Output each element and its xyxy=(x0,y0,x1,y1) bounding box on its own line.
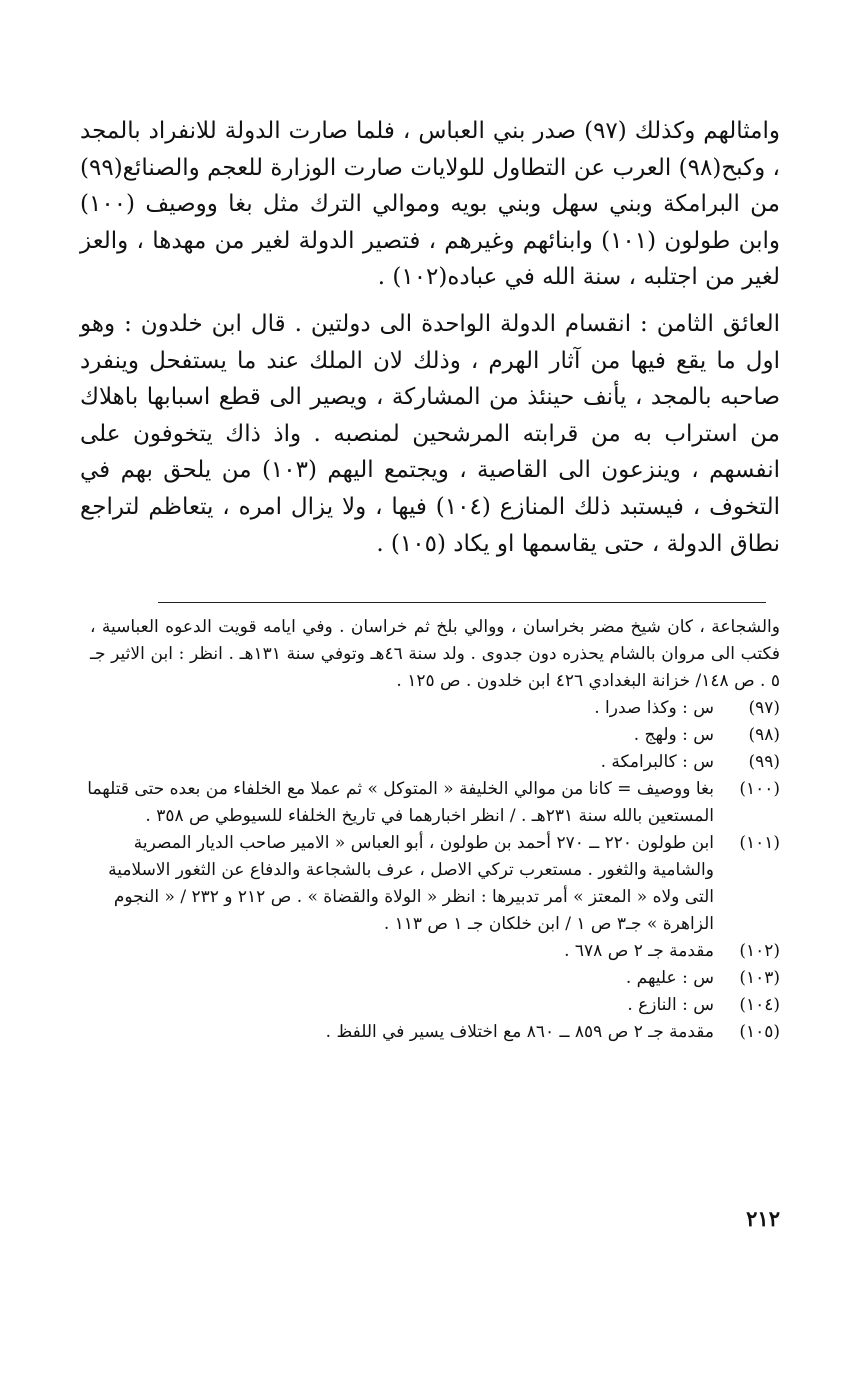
footnote-number: (١٠٤) xyxy=(739,995,780,1015)
footnote-text: س : عليهم . xyxy=(625,968,714,988)
footnote-text: ابن طولون ٢٢٠ ــ ٢٧٠ أحمد بن طولون ، أبو العباس « الامير صاحب الديار المصرية والشامية والثغور . مستعرب تركي الاصل ، عرف بالشجاعة والدفاع عن الثغور الاسلامية التى ولاه « المعتز » أمر تدبيرها : انظر « الولاة والقضاة » . ص ٢١٢ و ٢٣٢ / « النجوم الزاهرة » جـ٣ ص ١ / ابن خلكان جـ ١ ص ١١٣ . xyxy=(108,833,714,934)
page-number: ٢١٢ xyxy=(746,1206,780,1231)
footnote-divider xyxy=(158,602,766,603)
footnote-101 xyxy=(80,830,780,938)
main-text xyxy=(80,113,780,562)
footnote-carryover: والشجاعة ، كان شيخ مضر بخراسان ، ووالي بلخ ثم خراسان . وفي ايامه قويت الدعوه العباسية ، فكتب الى مروان بالشام يحذره دون جدوى . ولد سنة ٤٦هـ وتوفي سنة ١٣١هـ . انظر : ابن الاثير جـ ٥ . ص ١٤٨/ خزانة البغدادي ٤٢٦ ابن خلدون . ص ١٢٥ . xyxy=(90,617,780,691)
footnote-text: س : النازع . xyxy=(627,995,714,1015)
footnote-text: مقدمة جـ ٢ ص ٦٧٨ . xyxy=(564,941,714,961)
footnote-number: (١٠٠) xyxy=(739,779,780,799)
footnote-number: (١٠٥) xyxy=(739,1022,780,1042)
footnote-text: س : وكذا صدرا . xyxy=(594,698,714,718)
footnote-100 xyxy=(80,776,780,830)
footnote-98 xyxy=(80,722,780,749)
footnote-99 xyxy=(80,749,780,776)
footnote-text: س : كالبرامكة . xyxy=(600,752,714,772)
footnote-text: بغا ووصيف = كانا من موالي الخليفة « المتوكل » ثم عملا مع الخلفاء من بعده حتى قتلهما المستعين بالله سنة ٢٣١هـ . / انظر اخبارهما في تاريخ الخلفاء للسيوطي ص ٣٥٨ . xyxy=(87,779,714,826)
footnote-number: (١٠٢) xyxy=(739,941,780,961)
footnote-97 xyxy=(80,695,780,722)
footnote-103 xyxy=(80,965,780,992)
footnote-number: (٩٩) xyxy=(748,752,780,772)
footnotes xyxy=(80,614,780,1046)
footnote-number: (٩٨) xyxy=(748,725,780,745)
footnote-number: (١٠١) xyxy=(739,833,780,853)
footnote-number: (١٠٣) xyxy=(739,968,780,988)
footnote-text: مقدمة جـ ٢ ص ٨٥٩ ــ ٨٦٠ مع اختلاف يسير في اللفظ . xyxy=(325,1022,714,1042)
footnote-number: (٩٧) xyxy=(748,698,780,718)
footnote-104 xyxy=(80,992,780,1019)
main-paragraph-1: وامثالهم وكذلك (٩٧) صدر بني العباس ، فلما صارت الدولة للانفراد بالمجد ، وكبح(٩٨) العرب عن التطاول للولايات صارت الوزارة للعجم والصنائع(٩٩) من البرامكة وبني سهل وبني بويه وموالي الترك مثل بغا ووصيف (١٠٠) وابن طولون (١٠١) وابنائهم وغيرهم ، فتصير الدولة لغير من مهدها ، والعز لغير من اجتلبه ، سنة الله في عباده(١٠٢) . xyxy=(80,118,780,291)
main-paragraph-2: العائق الثامن : انقسام الدولة الواحدة الى دولتين . قال ابن خلدون : وهو اول ما يقع فيها من آثار الهرم ، وذلك لان الملك عند ما يستفحل وينفرد صاحبه بالمجد ، يأنف حينئذ من المشاركة ، ويصير الى قطع اسبابها باهلاك من استراب به من قرابته المرشحين لمنصبه . واذ ذاك يتخوفون على انفسهم ، وينزعون الى القاصية ، ويجتمع اليهم (١٠٣) من يلحق بهم في التخوف ، فيستبد ذلك المنازع (١٠٤) فيها ، ولا يزال امره ، يتعاظم لتراجع نطاق الدولة ، حتى يقاسمها او يكاد (١٠٥) . xyxy=(80,310,780,557)
footnote-text: س : ولهج . xyxy=(633,725,714,745)
footnote-102 xyxy=(80,938,780,965)
footnote-105 xyxy=(80,1019,780,1046)
